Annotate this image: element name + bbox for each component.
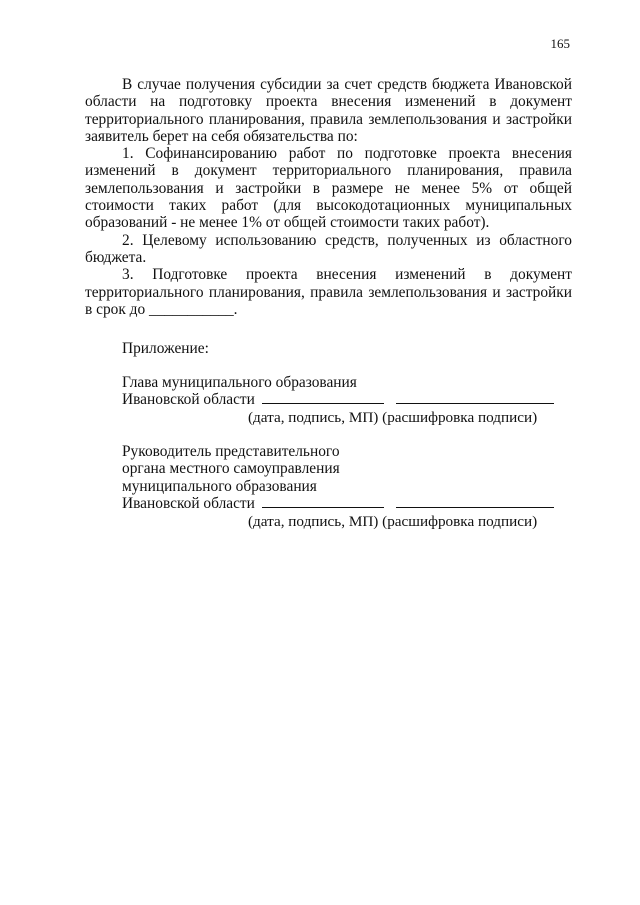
signature-date-line (262, 391, 384, 404)
rep-signature-block (122, 443, 554, 512)
paragraph-item-3: 3. Подготовке проекта внесения изменений в документ территориального планирования, правила землепользования и застройки в срок до ___________. (85, 266, 572, 318)
head-title-line1: Глава муниципального образования (122, 374, 357, 391)
head-signature-hint: (дата, подпись, МП) (расшифровка подписи) (248, 409, 538, 426)
rep-title-line4: Ивановской области (122, 494, 255, 512)
signature-name-line (396, 495, 554, 508)
rep-title-line1: Руководитель представительного (122, 443, 340, 460)
appendix-label: Приложение: (122, 340, 209, 357)
signature-date-line (262, 495, 384, 508)
rep-title-line2: органа местного самоуправления (122, 460, 340, 478)
paragraph-item-1: 1. Софинансированию работ по подготовке проекта внесения изменений в документ территориального планирования, правила землепользования и застройки в размере не менее 5% от общей стоимости таких работ (для высокодотационных муниципальных образований - не менее 1% от общей стоимости таких работ). (85, 145, 572, 232)
paragraph-item-2: 2. Целевому использованию средств, полученных из областного бюджета. (85, 231, 572, 266)
signature-name-line (396, 391, 554, 404)
head-title-line2: Ивановской области (122, 391, 255, 409)
rep-title-line3: муниципального образования (122, 477, 317, 495)
rep-signature-hint: (дата, подпись, МП) (расшифровка подписи) (248, 513, 538, 530)
page-number: 165 (550, 36, 570, 51)
document-body (85, 76, 572, 318)
head-signature-block (122, 374, 554, 409)
rep-title-line4-row (122, 495, 554, 512)
paragraph-intro: В случае получения субсидии за счет средств бюджета Ивановской области на подготовку проекта внесения изменений в документ территориального планирования, правила землепользования и застройки заявитель берет на себя обязательства по: (85, 76, 572, 145)
head-title-line2-row (122, 391, 554, 408)
